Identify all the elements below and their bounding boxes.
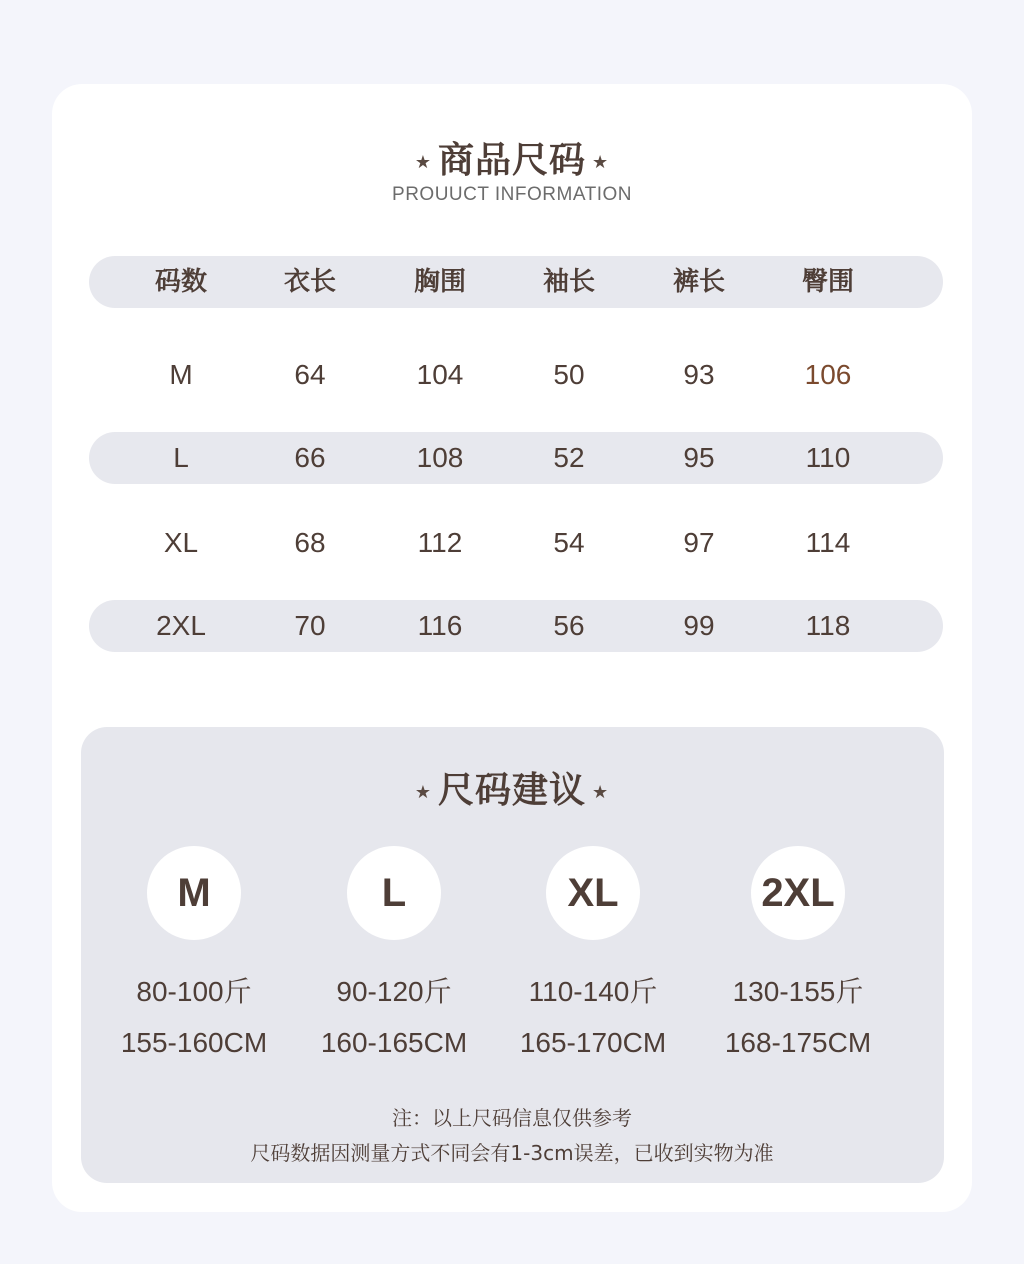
table-cell: 54 [553, 527, 585, 558]
height-range-l: 160-165CM [320, 1027, 468, 1058]
table-row [89, 600, 943, 652]
table-cell: L [173, 442, 189, 473]
table-cell: 64 [294, 359, 326, 390]
table-cell: 56 [553, 610, 585, 641]
recommendation-title [0, 762, 1024, 813]
table-cell: 108 [416, 442, 464, 473]
table-cell: 116 [417, 610, 463, 641]
table-cell: 104 [416, 359, 464, 390]
table-cell: 2XL [156, 610, 206, 641]
table-cell: 93 [683, 359, 715, 390]
star-icon: ★ [414, 781, 432, 803]
header-cell-pants-length: 裤长 [672, 267, 725, 297]
table-cell: 95 [683, 442, 715, 473]
table-cell: 118 [805, 610, 851, 641]
header-cell-hip: 臀围 [801, 267, 854, 297]
table-cell: 112 [417, 527, 463, 558]
table-cell: 97 [683, 527, 715, 558]
table-header-row [89, 256, 943, 308]
note-line-2: 尺码数据因测量方式不同会有1-3cm误差，已收到实物为准 [250, 1141, 774, 1165]
size-section-title-text: 商品尺码 [437, 140, 586, 181]
table-cell: 52 [553, 442, 585, 473]
height-range-xl: 165-170CM [519, 1027, 667, 1058]
height-range-2xl: 168-175CM [724, 1027, 872, 1058]
size-section-subtitle: PROUUCT INFORMATION [392, 184, 632, 205]
weight-range-m: 80-100斤 [136, 976, 252, 1007]
table-cell: 99 [683, 610, 715, 641]
note-line-1: 注：以上尺码信息仅供参考 [392, 1106, 632, 1130]
weight-range-l: 90-120斤 [336, 976, 452, 1007]
header-cell-sleeve: 袖长 [542, 267, 595, 297]
table-cell: XL [163, 527, 199, 558]
table-cell: 114 [805, 527, 851, 558]
size-badge-2xl: 2XL [751, 846, 845, 940]
star-icon: ★ [592, 151, 610, 173]
header-cell-size: 码数 [154, 267, 207, 297]
recommendation-title-text: 尺码建议 [437, 770, 586, 811]
size-section-title [0, 132, 1024, 183]
table-cell: 66 [294, 442, 326, 473]
star-icon: ★ [414, 151, 432, 173]
table-row [89, 432, 943, 484]
table-row [89, 517, 943, 569]
size-badge-m: M [147, 846, 241, 940]
table-cell: 106 [804, 359, 852, 390]
size-badge-xl: XL [546, 846, 640, 940]
table-cell: 110 [805, 442, 851, 473]
table-cell: M [169, 359, 193, 390]
size-badge-l: L [347, 846, 441, 940]
weight-range-2xl: 130-155斤 [732, 976, 864, 1007]
table-cell: 70 [294, 610, 326, 641]
header-cell-length: 衣长 [283, 267, 336, 297]
height-range-m: 155-160CM [120, 1027, 268, 1058]
header-cell-chest: 胸围 [413, 267, 466, 297]
table-cell: 68 [294, 527, 326, 558]
star-icon: ★ [592, 781, 610, 803]
table-cell: 50 [553, 359, 585, 390]
table-row [89, 349, 943, 401]
weight-range-xl: 110-140斤 [528, 976, 658, 1007]
